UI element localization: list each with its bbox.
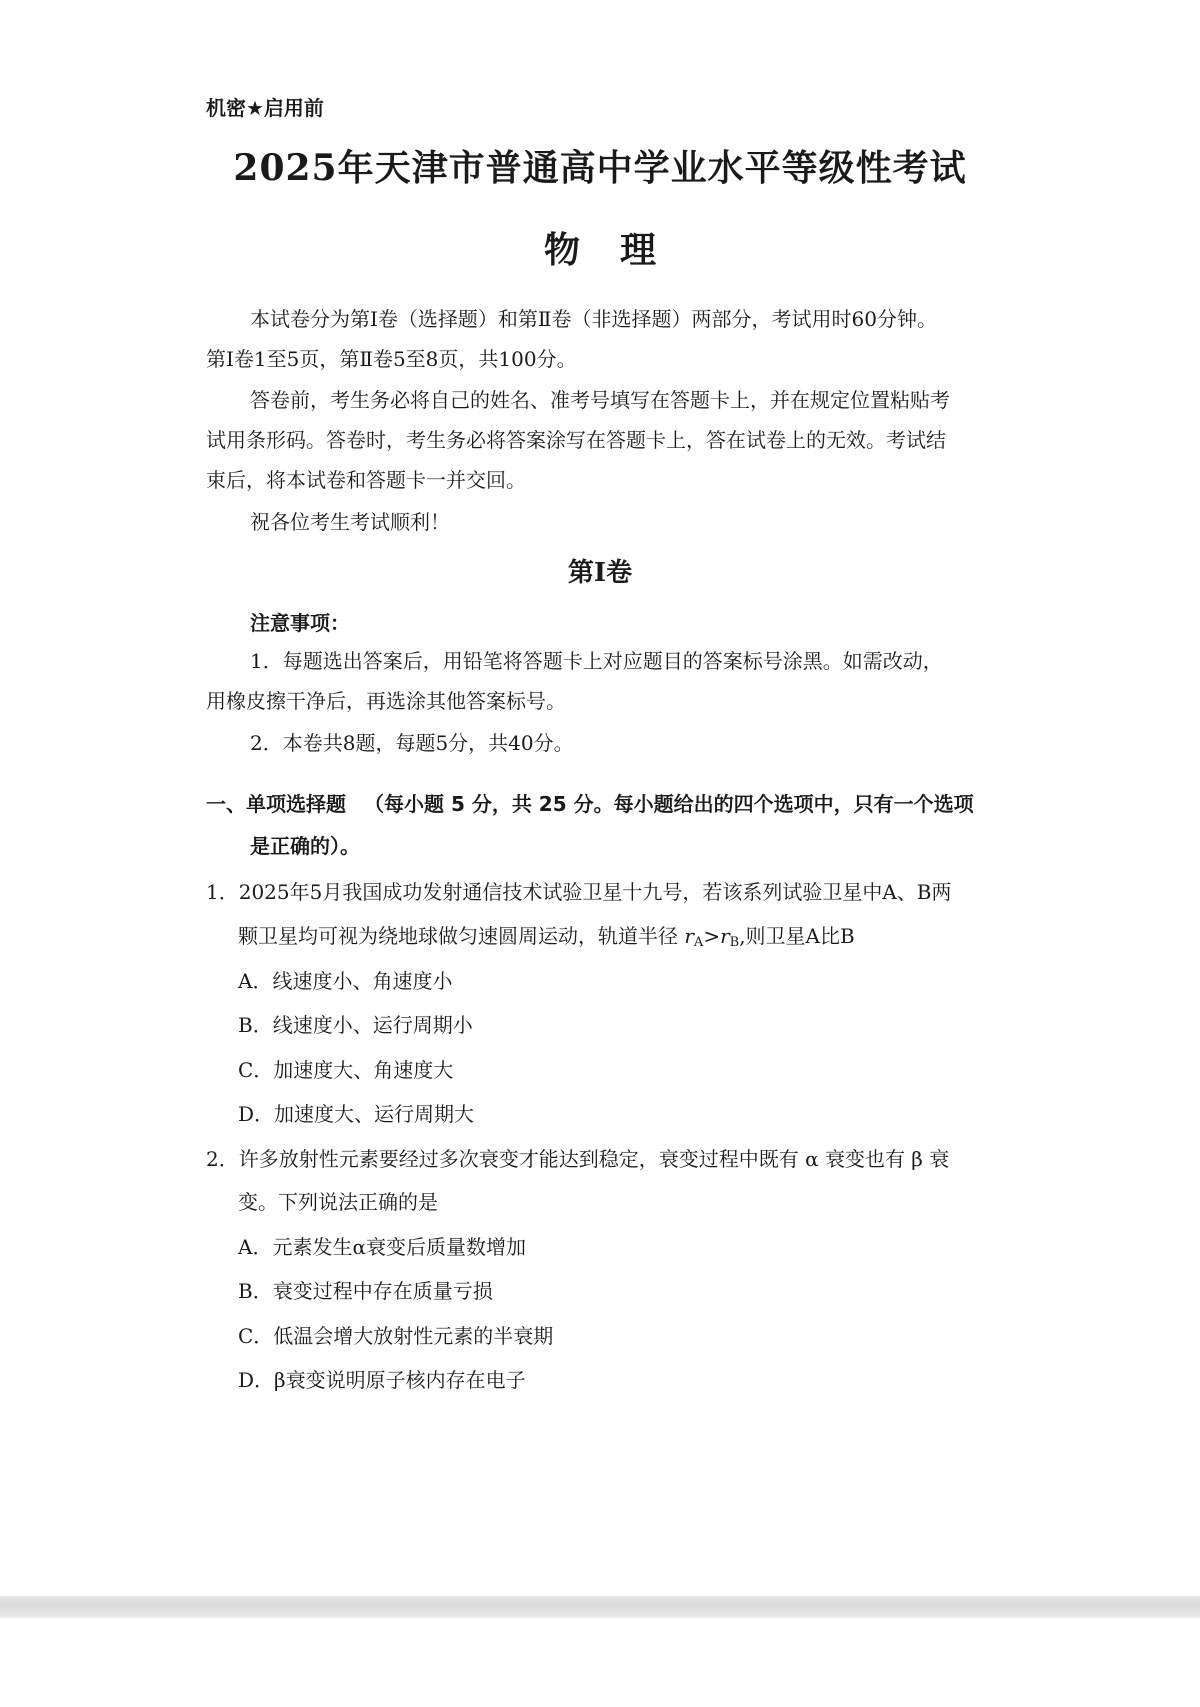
q2-option-a: A．元素发生α衰变后质量数增加 (238, 1235, 526, 1259)
q1-line-2-pre: 颗卫星均可视为绕地球做匀速圆周运动，轨道半径 (238, 924, 685, 948)
q1-var-r-b: r (720, 924, 730, 948)
intro-line-5: 束后，将本试卷和答题卡一并交回。 (206, 468, 526, 492)
volume-title: 第Ⅰ卷 (567, 558, 633, 588)
section-1-label: 一、单项选择题 (206, 792, 346, 816)
q2-line-2: 变。下列说法正确的是 (238, 1190, 438, 1214)
intro-line-1: 本试卷分为第Ⅰ卷（选择题）和第Ⅱ卷（非选择题）两部分，考试用时60分钟。 (250, 307, 937, 331)
q1-line-2-post: ,则卫星A比B (739, 924, 855, 948)
q1-option-c: C．加速度大、角速度大 (238, 1058, 454, 1082)
intro-line-4: 试用条形码。答卷时，考生务必将答案涂写在答题卡上，答在试卷上的无效。考试结 (206, 428, 946, 452)
intro-line-3: 答卷前，考生务必将自己的姓名、准考号填写在答题卡上，并在规定位置粘贴考 (250, 388, 950, 412)
q1-line-1: 1．2025年5月我国成功发射通信技术试验卫星十九号，若该系列试验卫星中A、B两 (206, 880, 952, 904)
page-separator (0, 1596, 1200, 1618)
confidential-label: 机密★启用前 (206, 96, 324, 120)
q1-gt: > (703, 924, 721, 948)
section-1-desc-line-2: 是正确的）。 (250, 834, 360, 858)
q1-option-d: D．加速度大、运行周期大 (238, 1102, 475, 1126)
next-page-area (0, 1618, 1200, 1707)
section-1-desc-line-1: （每小题 5 分，共 25 分。每小题给出的四个选项中，只有一个选项 (364, 792, 974, 816)
q1-line-2 (238, 916, 855, 963)
q1-var-r-a: r (684, 924, 694, 948)
exam-title: 2025年天津市普通高中学业水平等级性考试 (233, 147, 967, 189)
q1-sub-b: B (729, 935, 740, 950)
intro-line-2: 第Ⅰ卷1至5页，第Ⅱ卷5至8页，共100分。 (206, 347, 577, 371)
notice-1-line-1: 1．每题选出答案后，用铅笔将答题卡上对应题目的答案标号涂黑。如需改动， (250, 649, 943, 673)
q2-option-b: B．衰变过程中存在质量亏损 (238, 1279, 493, 1303)
q2-option-c: C．低温会增大放射性元素的半衰期 (238, 1324, 554, 1348)
q1-option-b: B．线速度小、运行周期小 (238, 1013, 473, 1037)
q1-sub-a: A (693, 935, 704, 950)
notice-2: 2．本卷共8题，每题5分，共40分。 (250, 731, 574, 755)
q2-option-d: D．β衰变说明原子核内存在电子 (238, 1368, 526, 1392)
notice-1-line-2: 用橡皮擦干净后，再选涂其他答案标号。 (206, 689, 566, 713)
q1-option-a: A．线速度小、角速度小 (238, 969, 453, 993)
notice-heading: 注意事项： (250, 611, 350, 635)
q2-line-1: 2．许多放射性元素要经过多次衰变才能达到稳定，衰变过程中既有 α 衰变也有 β 衰 (206, 1147, 950, 1171)
intro-line-6: 祝各位考生考试顺利！ (250, 510, 450, 534)
subject-title: 物理 (543, 230, 696, 271)
